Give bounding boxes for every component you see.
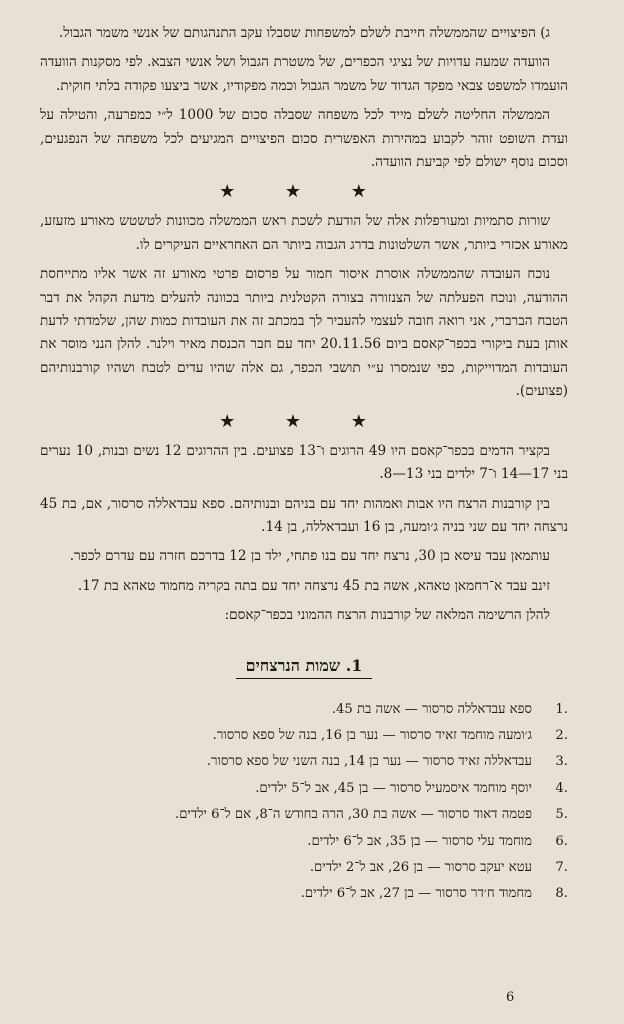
list-item-number: 2. <box>555 727 568 743</box>
body-text <box>40 22 568 628</box>
paragraph: הוועדה שמעה עדויות של נציגי הכפרים, של משטרת הגבול ושל אנשי הצבא. לפי מסקנות הוועדה הועמדו למשפט צבאי מפקד הגדוד של משמר הגבול וכמה מפקודיו, אשר ביצעו פקודה בלתי חוקית. <box>40 54 568 94</box>
paragraph: הממשלה החליטה לשלם מייד לכל משפחה שסבלה סכום של 1000 ל״י כמפרעה, והטילה על ועדת השופט זוהר לקבוע במהירות האפשרית סכום הפיצויים המגיעים לכל משפחה של הנפגעים, וסכום נוסף ישולם לפי קביעת הוועדה. <box>40 107 568 171</box>
list-item-number: 6. <box>555 833 568 849</box>
list-item <box>40 723 568 749</box>
section-divider-stars: ★ ★ ★ <box>219 181 389 203</box>
list-item-text: יוסף מוחמד איסמעיל סרסור — בן 45, אב ל־5 ילדים. <box>255 780 532 796</box>
list-item-number: 7. <box>555 859 568 875</box>
paragraph: זינב עבד א־רחמאן טאהא, אשה בת 45 נרצחה יחד עם בתה בקריה מחמוד טאהא בת 17. <box>77 577 550 594</box>
list-item <box>40 776 568 802</box>
paragraph: בין קורבנות הרצח היו אבות ואמהות יחד עם בניהם ובנותיהם. ספא עבדאללה סרסור, אם, בת 45 נרצחה יחד עם שני בניה ג׳ומעה, בן 16 ועבדאללה, בן 14. <box>40 495 568 535</box>
list-item <box>40 749 568 775</box>
section-heading: 1. שמות הנרצחים <box>236 656 373 679</box>
list-item-text: מוחמד עלי סרסור — בן 35, אב ל־6 ילדים. <box>307 833 532 849</box>
list-item-text: פטמה דאוד סרסור — אשה בת 30, הרה בחודש ה־8, אם ל־6 ילדים. <box>175 807 532 823</box>
list-item <box>40 697 568 723</box>
list-item <box>40 829 568 855</box>
list-item <box>40 855 568 881</box>
paragraph: שורות סתמיות ומעורפלות אלה של הודעת לשכת ראש הממשלה מכוונות לטשטש מאורע מזעזע, מאורע אכזרי ביותר, אשר השלטונות בדרג הגבוה ביותר הם האחראיים העיקרים לו. <box>40 213 568 253</box>
list-item-text: עטא יעקב סרסור — בן 26, אב ל־2 ילדים. <box>309 859 532 875</box>
list-item-number: 5. <box>555 807 568 823</box>
list-item <box>40 802 568 828</box>
section-heading-wrap <box>40 656 568 679</box>
list-item-number: 8. <box>555 886 568 902</box>
list-item-text: ספא עבדאללה סרסור — אשה בת 45. <box>331 701 532 717</box>
section-divider-stars: ★ ★ ★ <box>219 410 389 432</box>
list-item-number: 4. <box>555 780 568 796</box>
list-item-number: 3. <box>555 754 568 770</box>
list-item-text: עבדאללה זאיד סרסור — נער בן 14, בנה השני של ספא סרסור. <box>206 754 532 770</box>
paragraph: בקציר הדמים בכפר־קאסם היו 49 הרוגים ו־13 פצועים. בין ההרוגים 12 נשים ובנות, 10 נערים בני 17—14 ו־7 ילדים בני 13—8. <box>40 442 568 483</box>
list-item-text: ג׳ומעה מוחמד זאיד סרסור — נער בן 16, בנה של ספא סרסור. <box>212 727 532 743</box>
paragraph: עותמאן עבד עיסא בן 30, נרצח יחד עם בנו פתחי, ילד בן 12 בדרכם חזרה עם עדרם לכפר. <box>69 548 550 565</box>
list-item <box>40 881 568 907</box>
paragraph: נוכח העובדה שהממשלה אוסרת איסור חמור על פרסום פרטי מאורע זה אשר אליו מתייחסת ההודעה, ונוכח הפעלתה של הצנזורה בצורה הקטלנית ביותר בכוונה להעלים מדעת הקהל את דבר הטבח הברברי, אני רואה חובה לעצמי להעביר לך במכתב זה את העובדות כמות שהן, שלמדתי לדעת אותן בעת ביקורי בכפר־קאסם ביום 20.11.56 יחד עם חבר הכנסת מאיר וילנר. להלן הנני מוסר את העובדות המדוייקות, כפי שנמסרו ע״י תושבי הכפר, גם אלה שהיו עדים לטבח ושהיו קורבנותיהם (פצועים). <box>40 266 568 400</box>
victims-list <box>40 697 568 908</box>
list-item-number: 1. <box>555 701 568 717</box>
paragraph: להלן הרשימה המלאה של קורבנות הרצח ההמוני בכפר־קאסם: <box>224 607 550 624</box>
paragraph: ג) הפיצויים שהממשלה חייבת לשלם למשפחות שסבלו עקב התנהגותם של אנשי משמר הגבול. <box>58 25 550 41</box>
list-item-text: מחמוד ח׳דר סרסור — בן 27, אב ל־6 ילדים. <box>300 886 532 902</box>
page-number: 6 <box>506 990 515 1005</box>
